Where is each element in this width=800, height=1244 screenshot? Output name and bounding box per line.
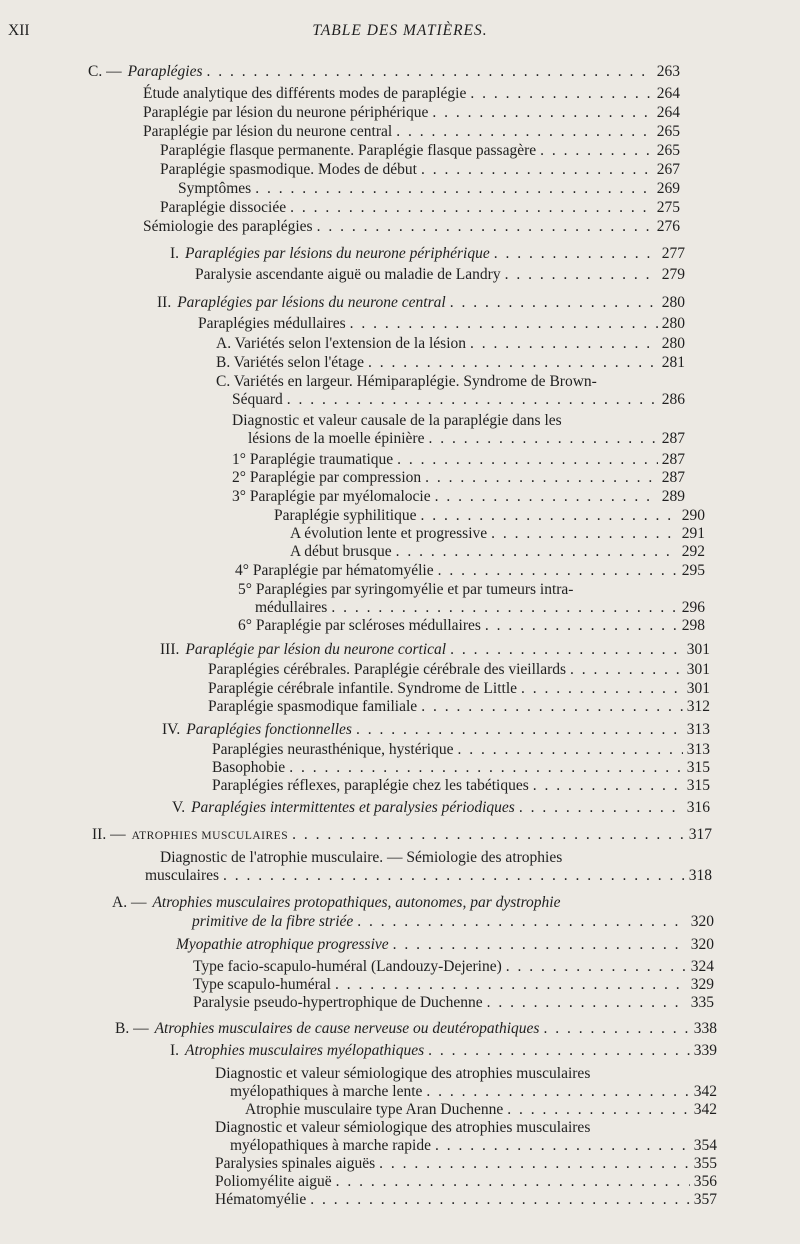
- toc-entry: Paraplégie par lésion du neurone central . . . 265: [143, 122, 680, 141]
- running-title: TABLE DES MATIÈRES.: [312, 22, 488, 39]
- toc-section: III. Paraplégie par lésion du neurone cortical . . . 301: [160, 640, 710, 659]
- toc-entry: Myopathie atrophique progressive . . . 320: [176, 935, 714, 954]
- toc-entry: Paralysie ascendante aiguë ou maladie de Landry . . . 279: [195, 265, 685, 284]
- toc-entry: 6° Paraplégie par scléroses médullaires . . . 298: [238, 616, 705, 635]
- toc-entry: Paraplégies neurasthénique, hystérique . . . 313: [212, 740, 710, 759]
- toc-entry: médullaires . . . 296: [255, 598, 705, 617]
- toc-section: II. Paraplégies par lésions du neurone central . . . 280: [157, 293, 685, 312]
- toc-entry: lésions de la moelle épinière . . . 287: [248, 429, 685, 448]
- toc-entry: Paraplégie dissociée . . . 275: [160, 198, 680, 217]
- toc-section: IV. Paraplégies fonctionnelles . . . 313: [162, 720, 710, 739]
- page-number: XII: [8, 22, 30, 39]
- toc-entry: Symptômes . . . 269: [178, 179, 680, 198]
- toc-entry-line: A. — Atrophies musculaires protopathiques, autonomes, par dystrophie: [112, 894, 561, 911]
- toc-entry: C. — Paraplégies . . . 263: [88, 62, 680, 81]
- toc-entry: Poliomyélite aiguë . . . 356: [215, 1172, 717, 1191]
- toc-entry-line: Diagnostic et valeur sémiologique des atrophies musculaires: [215, 1065, 591, 1082]
- toc-entry: myélopathiques à marche rapide . . . 354: [230, 1136, 717, 1155]
- toc-entry: B. Variétés selon l'étage . . . 281: [216, 353, 685, 372]
- toc-chapter: II. — ATROPHIES MUSCULAIRES . . . 317: [92, 825, 712, 846]
- toc-section: V. Paraplégies intermittentes et paralysies périodiques . . . 316: [172, 798, 710, 817]
- toc-entry: Basophobie . . . 315: [212, 758, 710, 777]
- toc-entry: myélopathiques à marche lente . . . 342: [230, 1082, 717, 1101]
- toc-entry: 1° Paraplégie traumatique . . . 287: [232, 450, 685, 469]
- toc-entry: Paralysies spinales aiguës . . . 355: [215, 1154, 717, 1173]
- toc-entry: 2° Paraplégie par compression . . . 287: [232, 468, 685, 487]
- toc-entry: 4° Paraplégie par hématomyélie . . . 295: [235, 561, 705, 580]
- toc-entry: Paraplégies cérébrales. Paraplégie cérébrale des vieillards . . . 301: [208, 660, 710, 679]
- toc-entry: Étude analytique des différents modes de paraplégie . . . 264: [143, 84, 680, 103]
- toc-entry: Type facio-scapulo-huméral (Landouzy-Dejerine) . . . 324: [193, 957, 714, 976]
- toc-entry: Type scapulo-huméral . . . 329: [193, 975, 714, 994]
- toc-entry: Paraplégie flasque permanente. Paraplégie flasque passagère . . . 265: [160, 141, 680, 160]
- toc-entry: Paraplégies réflexes, paraplégie chez les tabétiques . . . 315: [212, 776, 710, 795]
- toc-entry: Séquard . . . 286: [232, 390, 685, 409]
- toc-entry: Paralysie pseudo-hypertrophique de Duchenne . . . 335: [193, 993, 714, 1012]
- toc-entry-line: 5° Paraplégies par syringomyélie et par tumeurs intra-: [238, 581, 574, 598]
- toc-entry-line: Diagnostic et valeur causale de la paraplégie dans les: [232, 412, 562, 429]
- toc-entry: 3° Paraplégie par myélomalocie . . . 289: [232, 487, 685, 506]
- toc-section: I. Atrophies musculaires myélopathiques . . . 339: [170, 1041, 717, 1060]
- toc-entry: Paraplégie cérébrale infantile. Syndrome de Little . . . 301: [208, 679, 710, 698]
- toc-section: I. Paraplégies par lésions du neurone périphérique . . . 277: [170, 244, 685, 263]
- toc-entry: Paraplégie par lésion du neurone périphérique . . . 264: [143, 103, 680, 122]
- toc-entry: Paraplégie syphilitique . . . 290: [274, 506, 705, 525]
- toc-entry: Atrophie musculaire type Aran Duchenne . . . 342: [245, 1100, 717, 1119]
- toc-entry: musculaires . . . 318: [145, 866, 712, 885]
- toc-entry-line: Diagnostic de l'atrophie musculaire. — Sémiologie des atrophies: [160, 849, 563, 866]
- toc-entry: Paraplégies médullaires . . . 280: [198, 314, 685, 333]
- toc-entry: A. Variétés selon l'extension de la lésion . . . 280: [216, 334, 685, 353]
- toc-entry: Sémiologie des paraplégies . . . 276: [143, 217, 680, 236]
- toc-entry: Hématomyélie . . . 357: [215, 1190, 717, 1209]
- toc-entry: Paraplégie spasmodique familiale . . . 312: [208, 697, 710, 716]
- toc-entry-line: Diagnostic et valeur sémiologique des atrophies musculaires: [215, 1119, 591, 1136]
- toc-chapter: B. — Atrophies musculaires de cause nerveuse ou deutéropathiques . . . 338: [115, 1019, 717, 1038]
- toc-entry: Paraplégie spasmodique. Modes de début . . . 267: [160, 160, 680, 179]
- toc-entry-line: C. Variétés en largeur. Hémiparaplégie. Syndrome de Brown-: [216, 373, 597, 390]
- toc-entry: A début brusque . . . 292: [290, 542, 705, 561]
- toc-entry: primitive de la fibre striée . . . 320: [192, 912, 714, 931]
- toc-entry: A évolution lente et progressive . . . 291: [290, 524, 705, 543]
